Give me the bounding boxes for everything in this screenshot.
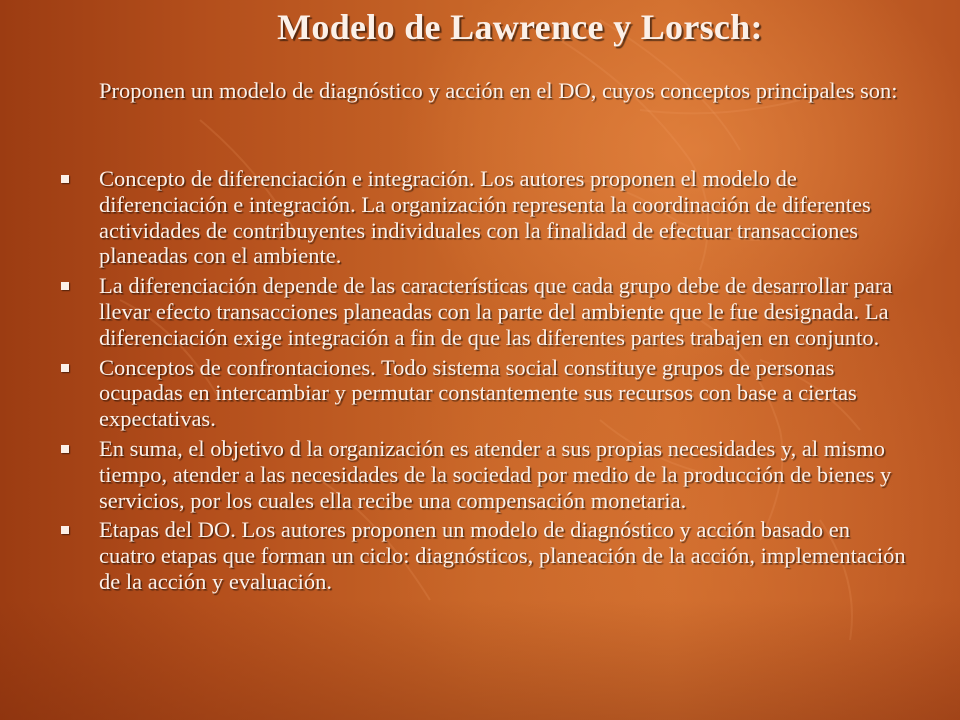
square-bullet-icon	[61, 445, 69, 453]
bullet-list	[99, 166, 911, 599]
intro-paragraph: Proponen un modelo de diagnóstico y acción en el DO, cuyos conceptos principales son:	[99, 78, 898, 103]
square-bullet-icon	[61, 526, 69, 534]
slide-title: Modelo de Lawrence y Lorsch:	[277, 7, 763, 47]
square-bullet-icon	[61, 175, 69, 183]
square-bullet-icon	[61, 364, 69, 372]
list-item-text: La diferenciación depende de las características que cada grupo debe de desarrollar para llevar efecto transacciones planeadas con la parte del ambiente que le fue designada. La diferenciación exige integración a fin de que las diferentes partes trabajen en conjunto.	[99, 273, 893, 350]
square-bullet-icon	[61, 282, 69, 290]
list-item-text: Etapas del DO. Los autores proponen un modelo de diagnóstico y acción basado en cuatro etapas que forman un ciclo: diagnósticos, planeación de la acción, implementación de la acción y evaluación.	[99, 517, 906, 594]
list-item	[99, 273, 911, 350]
list-item-text: En suma, el objetivo d la organización es atender a sus propias necesidades y, al mismo tiempo, atender a las necesidades de la sociedad por medio de la producción de bienes y servicios, por los cuales ella recibe una compensación monetaria.	[99, 435, 892, 513]
list-item-text: Concepto de diferenciación e integración. Los autores proponen el modelo de diferenciación e integración. La organización representa la coordinación de diferentes actividades de contribuyentes individuales con la finalidad de efectuar transacciones planeadas con el ambiente.	[99, 166, 871, 269]
list-item	[99, 517, 911, 594]
list-item	[99, 436, 911, 513]
list-item	[99, 355, 911, 432]
list-item-text: Conceptos de confrontaciones. Todo sistema social constituye grupos de personas ocupadas en intercambiar y permutar constantemente sus recursos con base a ciertas expectativas.	[99, 354, 857, 432]
list-item	[99, 166, 911, 269]
